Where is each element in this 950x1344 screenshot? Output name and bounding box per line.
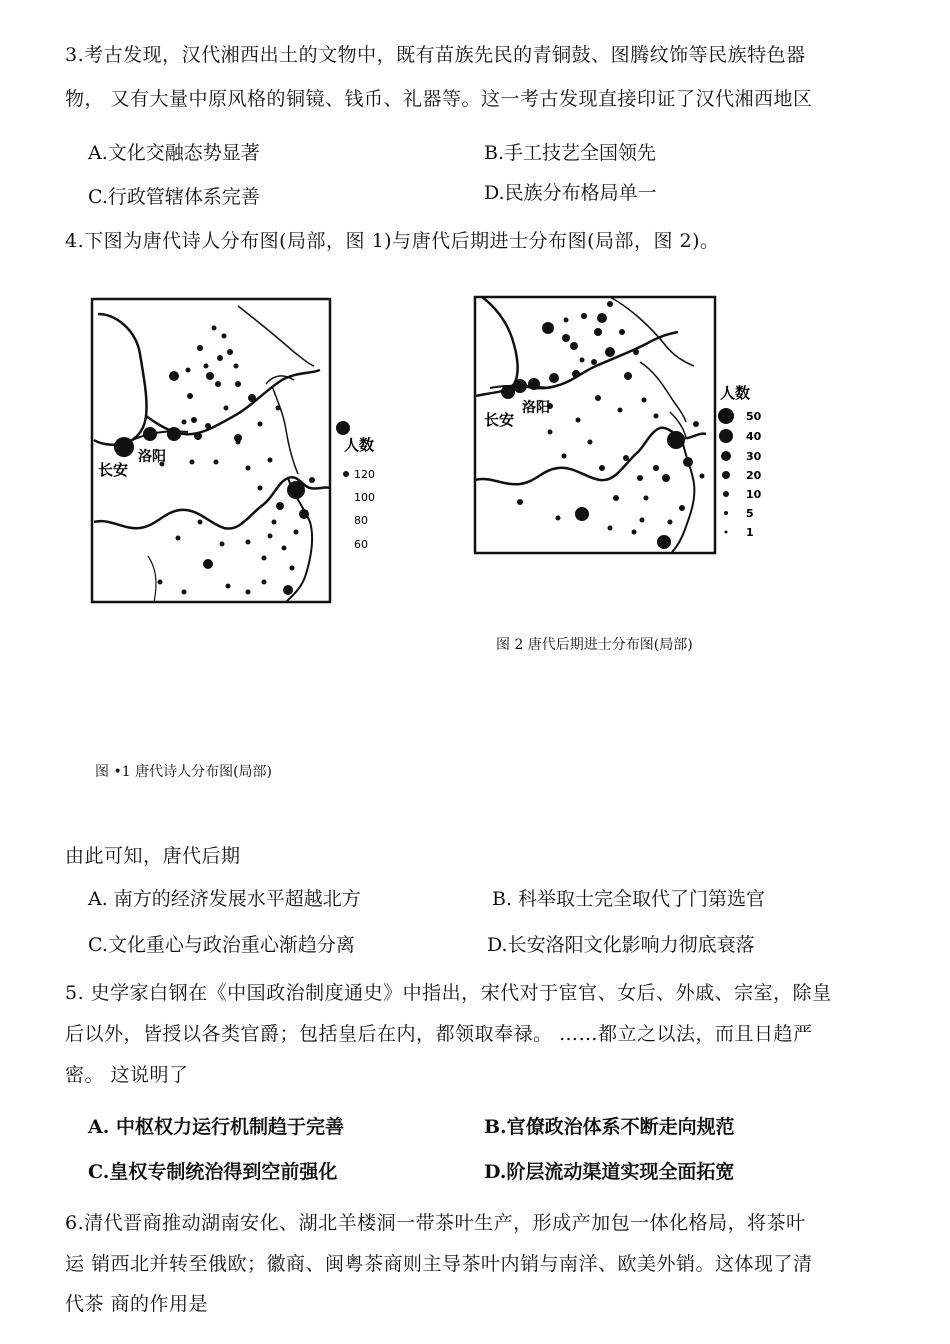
map1-caption: 图 •1 唐代诗人分布图(局部) [95, 764, 272, 780]
q6-stem-line1: 6.清代晋商推动湖南安化、湖北羊楼洞一带茶叶生产，形成产加包一体化格局，将茶叶 [65, 1212, 806, 1234]
map2-legend-value-1: 50 [746, 410, 762, 423]
map2-legend-value-7: 1 [746, 526, 754, 539]
map1-legend-title: 人数 [344, 436, 375, 454]
q4-option-b[interactable]: B. 科举取士完全取代了门第选官 [492, 888, 766, 910]
q4-option-a[interactable]: A. 南方的经济发展水平超越北方 [88, 888, 361, 910]
q4-conclusion: 由此可知，唐代后期 [65, 845, 241, 867]
map2-caption: 图 2 唐代后期进士分布图(局部) [496, 637, 693, 653]
q3-stem-line1: 3.考古发现，汉代湘西出土的文物中，既有苗族先民的青铜鼓、图腾纹饰等民族特色器 [65, 44, 806, 66]
q5-option-b[interactable]: B.官僚政治体系不断走向规范 [484, 1116, 735, 1138]
q6-stem-line3: 代茶 商的作用是 [65, 1293, 209, 1315]
map1-city-luoyang: 洛阳 [138, 449, 166, 465]
map2-legend-value-3: 30 [746, 450, 762, 463]
tang-poets-map [88, 292, 388, 612]
q5-stem-line3: 密。 这说明了 [65, 1064, 189, 1086]
q3-stem-line2: 物， 又有大量中原风格的铜镜、钱币、礼器等。这一考古发现直接印证了汉代湘西地区 [65, 88, 813, 110]
q5-option-c[interactable]: C.皇权专制统治得到空前强化 [88, 1161, 338, 1183]
map2-legend-value-4: 20 [746, 469, 762, 482]
q3-option-d[interactable]: D.民族分布格局单一 [484, 182, 657, 204]
q5-option-d[interactable]: D.阶层流动渠道实现全面拓宽 [484, 1161, 735, 1183]
q5-stem-line2: 后以外，皆授以各类官爵；包括皇后在内，都领取奉禄。 ……都立之以法，而且日趋严 [65, 1023, 813, 1045]
map2-city-changan: 长安 [484, 411, 515, 429]
q3-option-b[interactable]: B.手工技艺全国领先 [484, 142, 657, 164]
q3-option-c[interactable]: C.行政管辖体系完善 [88, 186, 260, 208]
map2-legend-value-5: 10 [746, 488, 762, 501]
map2-legend-value-6: 5 [746, 507, 754, 520]
q4-stem: 4.下图为唐代诗人分布图(局部，图 1)与唐代后期进士分布图(局部，图 2)。 [65, 230, 720, 252]
map1-city-changan: 长安 [98, 461, 129, 479]
map1-legend-value-1: 120 [354, 468, 375, 481]
q6-stem-line2: 运 销西北并转至俄欧；徽商、闽粤茶商则主导茶叶内销与南洋、欧美外销。这体现了清 [65, 1253, 813, 1275]
q5-stem-line1: 5. 史学家白钢在《中国政治制度通史》中指出，宋代对于宦官、女后、外戚、宗室，除皇 [65, 982, 832, 1004]
map1-legend-value-3: 80 [354, 514, 368, 527]
map2-legend-title: 人数 [720, 384, 751, 402]
map2-city-luoyang: 洛阳 [522, 400, 550, 416]
q3-option-a[interactable]: A.文化交融态势显著 [88, 142, 260, 164]
map1-legend-value-4: 60 [354, 538, 368, 551]
q5-option-a[interactable]: A. 中枢权力运行机制趋于完善 [88, 1116, 344, 1138]
map1-legend-value-2: 100 [354, 491, 375, 504]
tang-jinshi-map [470, 292, 770, 562]
map2-legend-value-2: 40 [746, 430, 762, 443]
q4-option-c[interactable]: C.文化重心与政治重心渐趋分离 [88, 934, 355, 956]
q4-option-d[interactable]: D.长安洛阳文化影响力彻底衰落 [487, 934, 755, 956]
